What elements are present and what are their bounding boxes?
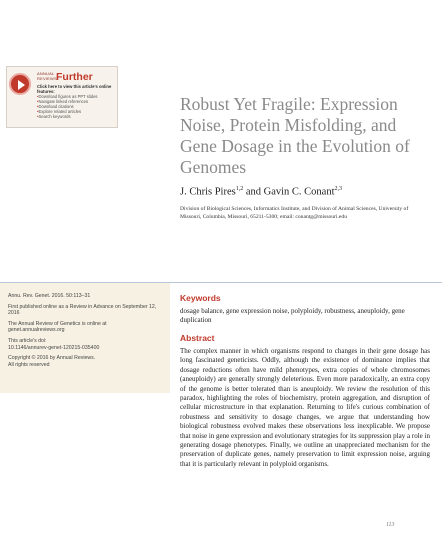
author-pires-affil: 1,2 bbox=[235, 186, 244, 192]
further-item-citations[interactable]: • Download citations bbox=[37, 104, 117, 109]
keywords-text: dosage balance, gene expression noise, polyploidy, robustness, aneuploidy, gene duplication bbox=[180, 307, 405, 324]
further-item-figures[interactable]: • Download figures as PPT slides bbox=[37, 94, 117, 99]
further-feature-list bbox=[37, 94, 117, 119]
abstract-text: The complex manner in which organisms respond to changes in their gene dosage has long fascinated geneticists. Oddly, although the existence of dominance implies that dosage reductions often have mild phenotypes, extra copies of whole chromosomes (aneuploidy) are generally strongly deleterious. Even more paradoxically, an extra copy of the genome is better tolerated than is aneuploidy. We review the resolution of this paradox, highlighting the roles of biochemistry, protein aggregation, and disruption of cellular microstructure in that explanation. Returning to life's curious combination of robustness and sensitivity to dosage changes, we argue that understanding how biological robustness evolved makes these observations less inexplicable. We propose that noise in gene expression and evolutionary strategies for its suppression play a role in generating dosage phenotypes. Finally, we outline an unappreciated mechanism for the preservation of duplicate genes, namely preservation to limit expression noise, arguing that it is particularly relevant in polyploid organisms. bbox=[180, 347, 430, 468]
further-item-related[interactable]: • Explore related articles bbox=[37, 109, 117, 114]
play-icon[interactable] bbox=[9, 73, 31, 95]
further-item-keywords[interactable]: • Search keywords bbox=[37, 114, 117, 119]
further-title: Further bbox=[56, 71, 93, 83]
keywords-heading: Keywords bbox=[180, 293, 221, 303]
doi-link[interactable]: 10.1146/annurev-genet-120215-035400 bbox=[8, 344, 100, 351]
article-title: Robust Yet Fragile: Expression Noise, Protein Misfolding, and Gene Dosage in the Evolution of Genomes bbox=[180, 94, 410, 177]
abstract-heading: Abstract bbox=[180, 333, 215, 343]
further-intro: Click here to view this article's online features: bbox=[37, 84, 112, 94]
further-item-references[interactable]: • Navigate linked references bbox=[37, 99, 117, 104]
annual-reviews-brand: ANNUAL REVIEWS bbox=[37, 71, 57, 81]
author-conant-affil: 2,3 bbox=[334, 186, 343, 192]
doi-label: This article's doi: bbox=[8, 337, 47, 344]
author-line bbox=[180, 186, 342, 198]
author-conant: Gavin C. Conant bbox=[263, 186, 335, 198]
page-number: 113 bbox=[386, 522, 395, 528]
further-features-box[interactable] bbox=[6, 66, 118, 128]
author-pires: J. Chris Pires bbox=[180, 186, 236, 198]
copyright: Copyright © 2016 by Annual Reviews. bbox=[8, 355, 96, 362]
article-meta-panel bbox=[0, 283, 170, 393]
affiliations: Division of Biological Sciences, Informatics Institute, and Division of Animal Sciences, University of Missouri, Columbia, Missouri, 65211-5300; email: conantg@missouri.edu bbox=[180, 206, 409, 220]
author-conjunction: and bbox=[243, 186, 264, 198]
online-at[interactable]: The Annual Review of Genetics is online at genet.annualreviews.org bbox=[8, 320, 107, 334]
further-description bbox=[37, 84, 117, 119]
doi-block bbox=[8, 338, 158, 351]
first-published: First published online as a Review in Advance on September 12, 2016 bbox=[8, 303, 157, 317]
rights: All rights reserved bbox=[8, 361, 50, 368]
copyright-block bbox=[8, 355, 158, 368]
citation: Annu. Rev. Genet. 2016. 50:113–31 bbox=[8, 293, 91, 299]
